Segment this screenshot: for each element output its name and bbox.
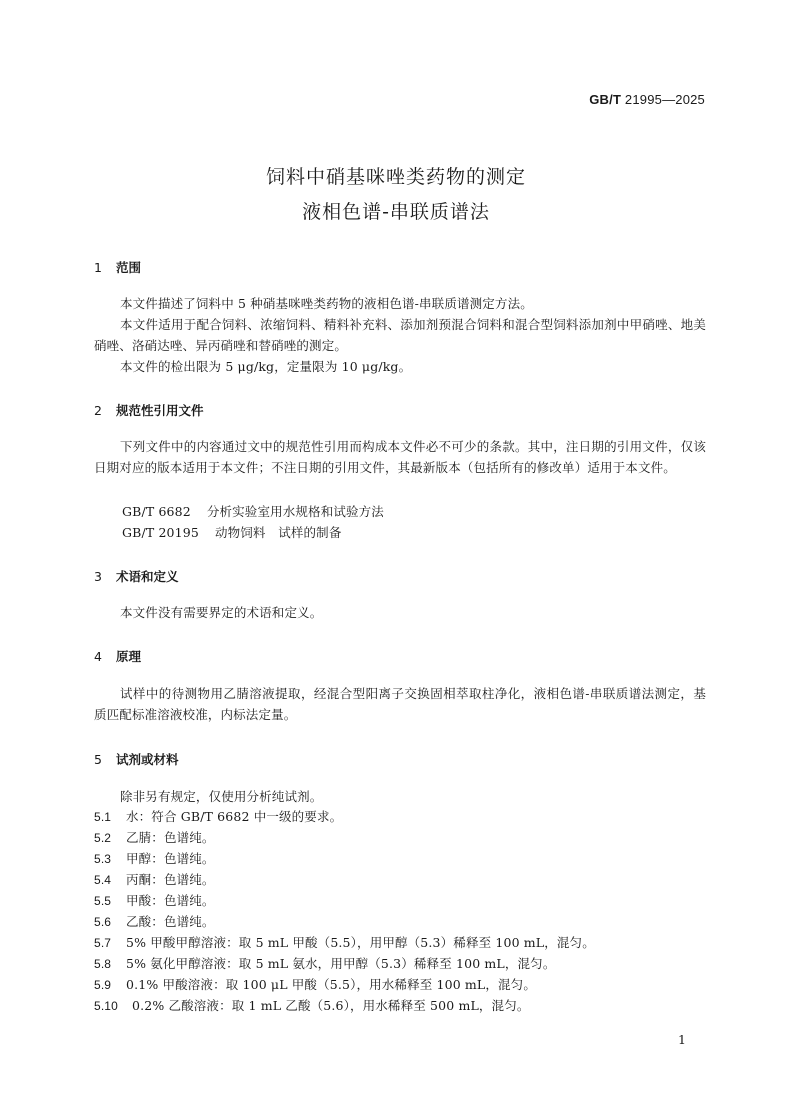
reagent-number: 5.1 [94,810,112,824]
standard-code [589,92,705,107]
references-paragraph: 下列文件中的内容通过文中的规范性引用而构成本文件必不可少的条款。其中，注日期的引用文件，仅该日期对应的版本适用于本文件；不注日期的引用文件，其最新版本（包括所有的修改单）适用于本文件。 [94,439,706,475]
reagent-text: 乙酸：色谱纯。 [126,914,215,929]
reagent-item [94,912,215,930]
reagents-intro: 除非另有规定，仅使用分析纯试剂。 [120,789,323,804]
scope-paragraph-2: 本文件适用于配合饲料、浓缩饲料、精料补充料、添加剂预混合饲料和混合型饲料添加剂中甲硝唑、地美硝唑、洛硝达唑、异丙硝唑和替硝唑的测定。 [94,317,706,353]
reagent-number: 5.9 [94,978,112,992]
reference-code: GB/T 20195 [122,525,199,540]
section-title: 规范性引用文件 [116,403,204,418]
reagent-item [94,828,215,846]
reference-title: 分析实验室用水规格和试验方法 [206,504,384,519]
terms-paragraph: 本文件没有需要界定的术语和定义。 [120,605,323,620]
reagent-number: 5.3 [94,852,112,866]
section-title: 原理 [116,649,142,664]
reagent-item [94,807,342,825]
section-heading-scope [94,258,141,276]
reagent-item [94,975,536,993]
section-heading-principle [94,647,141,665]
reference-title: 动物饲料 试样的制备 [214,525,342,540]
reference-item [122,502,384,520]
reagent-number: 5.2 [94,831,112,845]
document-title-line2: 液相色谱-串联质谱法 [302,201,490,223]
reagent-text: 甲酸：色谱纯。 [126,893,215,908]
reagent-number: 5.10 [94,999,118,1013]
section-number: 1 [94,260,102,275]
section-heading-reagents [94,750,179,768]
section-number: 5 [94,752,102,767]
reagent-item [94,870,215,888]
reagent-text: 丙酮：色谱纯。 [126,872,215,887]
reagent-text: 0.2% 乙酸溶液：取 1 mL 乙酸（5.6），用水稀释至 500 mL，混匀。 [132,998,530,1013]
document-title-line1: 饲料中硝基咪唑类药物的测定 [265,166,526,188]
reagent-text: 5% 氨化甲醇溶液：取 5 mL 氨水，用甲醇（5.3）稀释至 100 mL，混匀。 [126,956,556,971]
reagent-item [94,954,555,972]
reagent-number: 5.8 [94,957,112,971]
section-title: 术语和定义 [116,569,179,584]
section-number: 2 [94,403,102,418]
section-number: 3 [94,569,102,584]
reagent-number: 5.4 [94,873,112,887]
reagent-text: 水：符合 GB/T 6682 中一级的要求。 [126,809,343,824]
scope-paragraph-3: 本文件的检出限为 5 μg/kg，定量限为 10 μg/kg。 [120,359,412,374]
page-number: 1 [678,1032,686,1047]
reagent-item [94,891,215,909]
standard-code-number: 21995—2025 [621,92,705,107]
reagent-item [94,933,595,951]
reagent-number: 5.5 [94,894,112,908]
reagent-text: 乙腈：色谱纯。 [126,830,215,845]
reagent-item [94,849,215,867]
section-number: 4 [94,649,102,664]
reference-item [122,523,341,541]
reagent-number: 5.6 [94,915,112,929]
reagent-text: 甲醇：色谱纯。 [126,851,215,866]
section-heading-normative-references [94,401,204,419]
reagent-number: 5.7 [94,936,112,950]
scope-paragraph-1: 本文件描述了饲料中 5 种硝基咪唑类药物的液相色谱-串联质谱测定方法。 [120,296,533,311]
section-title: 范围 [116,260,142,275]
reagent-item [94,996,530,1014]
principle-paragraph: 试样中的待测物用乙腈溶液提取，经混合型阳离子交换固相萃取柱净化，液相色谱-串联质谱法测定，基质匹配标准溶液校准，内标法定量。 [94,686,706,722]
reagent-text: 5% 甲酸甲醇溶液：取 5 mL 甲酸（5.5），用甲醇（5.3）稀释至 100 mL，混匀。 [126,935,595,950]
section-heading-terms [94,567,179,585]
reagent-text: 0.1% 甲酸溶液：取 100 μL 甲酸（5.5），用水稀释至 100 mL，混匀。 [126,977,536,992]
reference-code: GB/T 6682 [122,504,191,519]
standard-code-prefix: GB/T [589,92,622,107]
section-title: 试剂或材料 [116,752,179,767]
